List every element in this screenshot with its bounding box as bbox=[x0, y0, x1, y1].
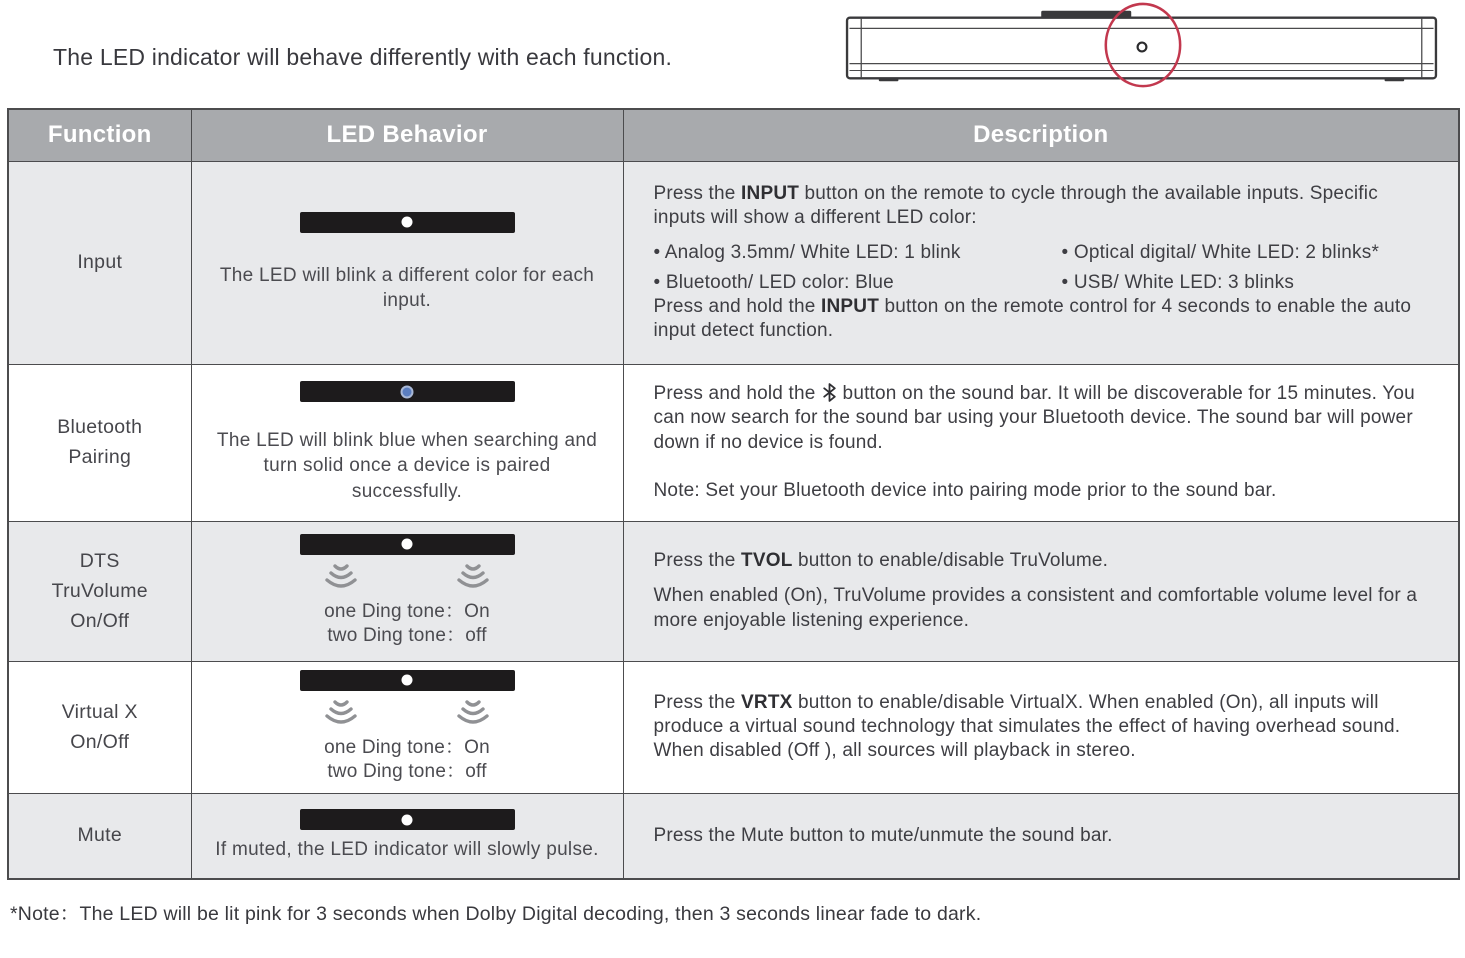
led-bar-graphic bbox=[300, 670, 515, 691]
table-row-virtual-x bbox=[8, 661, 1459, 793]
function-cell bbox=[8, 161, 191, 364]
header-function: Function bbox=[8, 109, 191, 161]
soundbar-illustration bbox=[838, 2, 1445, 92]
description-cell bbox=[623, 161, 1459, 364]
bold-keyword: TVOL bbox=[741, 550, 793, 572]
description-paragraph bbox=[654, 295, 1431, 344]
footnote-text: *Note：The LED will be lit pink for 3 seconds when Dolby Digital decoding, then 3 seconds linear fade to dark. bbox=[10, 903, 982, 925]
ding-tone-caption bbox=[324, 600, 490, 649]
ding-waves bbox=[321, 562, 493, 592]
bold-keyword: INPUT bbox=[821, 295, 880, 317]
text-run: button to enable/disable TruVolume. bbox=[792, 550, 1109, 572]
text-run: button on the remote to cycle through the available inputs. Specific inputs will show a different LED color: bbox=[653, 182, 1378, 228]
soundbar-drawing bbox=[838, 2, 1445, 92]
text-run: Press the bbox=[653, 691, 742, 713]
led-dot-white bbox=[402, 675, 413, 686]
led-bar-graphic bbox=[300, 381, 515, 402]
sound-wave-icon bbox=[453, 698, 493, 728]
bluetooth-icon bbox=[822, 383, 837, 402]
function-label: Virtual X bbox=[61, 700, 138, 723]
ding-tone-line: two Ding tone：off bbox=[327, 625, 487, 646]
description-cell bbox=[623, 661, 1459, 793]
header-description: Description bbox=[623, 109, 1459, 161]
led-bar-graphic bbox=[300, 809, 515, 830]
description-paragraph: Press the Mute button to mute/unmute the sound bar. bbox=[653, 824, 1113, 846]
soundbar-body bbox=[847, 18, 1436, 79]
sound-wave-icon bbox=[321, 562, 361, 592]
led-dot-white bbox=[402, 539, 413, 550]
led-behavior-table bbox=[7, 108, 1460, 880]
table-header-row bbox=[8, 109, 1459, 161]
table-row-input bbox=[8, 161, 1459, 364]
text-run: Press and hold the bbox=[653, 295, 822, 317]
led-behavior-cell bbox=[191, 793, 623, 879]
ding-tone-line: one Ding tone：On bbox=[324, 600, 490, 622]
bold-keyword: INPUT bbox=[741, 182, 800, 204]
led-caption: If muted, the LED indicator will slowly pulse. bbox=[215, 839, 599, 861]
function-label: DTS bbox=[79, 549, 120, 572]
ding-tone-caption bbox=[324, 736, 490, 785]
ding-waves bbox=[321, 698, 493, 728]
function-label: TruVolume bbox=[51, 579, 148, 602]
bold-keyword: VRTX bbox=[741, 691, 793, 713]
text-run: Press the bbox=[653, 182, 742, 204]
led-dot-white bbox=[402, 217, 413, 228]
text-run: Press and hold the bbox=[653, 382, 816, 404]
ding-tone-line: one Ding tone：On bbox=[324, 736, 490, 758]
led-dot-blue bbox=[401, 385, 414, 398]
led-behavior-cell bbox=[191, 161, 623, 364]
input-led-bullet-list bbox=[654, 241, 1431, 295]
text-run: button to enable/disable VirtualX. When enabled (On), all inputs will produce a virtual sound technology that simulates the effect of having overhead sound. When disabled (Off ), all sources will playback in stereo. bbox=[653, 691, 1401, 762]
function-label: Bluetooth bbox=[57, 416, 143, 438]
function-label: Mute bbox=[77, 824, 123, 847]
description-paragraph bbox=[654, 549, 1431, 573]
text-run: button on the sound bar. It will be discoverable for 15 minutes. You can now search for the sound bar using your Bluetooth device. The sound bar will power down if no device is found. bbox=[653, 382, 1415, 453]
function-label: Input bbox=[77, 251, 123, 273]
led-bar-graphic bbox=[300, 212, 515, 233]
sound-wave-icon bbox=[321, 698, 361, 728]
function-cell bbox=[8, 364, 191, 521]
description-cell bbox=[623, 364, 1459, 521]
function-cell bbox=[8, 521, 191, 661]
function-label: Pairing bbox=[68, 446, 132, 468]
led-behavior-cell bbox=[191, 364, 623, 521]
text-run: Press the bbox=[653, 550, 742, 572]
description-cell bbox=[623, 521, 1459, 661]
function-label: On/Off bbox=[70, 730, 130, 753]
led-behavior-cell bbox=[191, 521, 623, 661]
header-led-behavior: LED Behavior bbox=[191, 109, 623, 161]
led-caption: The LED will blink a different color for each input. bbox=[219, 264, 595, 311]
description-paragraph: Note: Set your Bluetooth device into pairing mode prior to the sound bar. bbox=[653, 479, 1277, 501]
function-cell bbox=[8, 793, 191, 879]
bullet-item: • USB/ White LED: 3 blinks bbox=[1062, 271, 1380, 295]
table-row-dts-truvolume bbox=[8, 521, 1459, 661]
led-caption: The LED will blink blue when searching and turn solid once a device is paired successfully. bbox=[216, 430, 598, 502]
bullet-item: • Analog 3.5mm/ White LED: 1 blink bbox=[654, 241, 1062, 265]
sound-wave-icon bbox=[453, 562, 493, 592]
function-label: On/Off bbox=[70, 609, 130, 632]
table-row-mute bbox=[8, 793, 1459, 879]
intro-text: The LED indicator will behave differently with each function. bbox=[53, 44, 673, 70]
table-row-bluetooth-pairing bbox=[8, 364, 1459, 521]
led-behavior-cell bbox=[191, 661, 623, 793]
description-paragraph bbox=[654, 382, 1431, 455]
bullet-item: • Optical digital/ White LED: 2 blinks* bbox=[1062, 241, 1380, 265]
description-paragraph bbox=[654, 691, 1431, 764]
led-bar-graphic bbox=[300, 534, 515, 555]
text-run: button on the remote control for 4 seconds to enable the auto input detect function. bbox=[653, 295, 1412, 342]
description-paragraph: When enabled (On), TruVolume provides a consistent and comfortable volume level for a more enjoyable listening experience. bbox=[653, 585, 1418, 631]
led-dot-white bbox=[402, 814, 413, 825]
description-cell bbox=[623, 793, 1459, 879]
bullet-item: • Bluetooth/ LED color: Blue bbox=[654, 271, 1062, 295]
ding-tone-line: two Ding tone：off bbox=[327, 761, 487, 782]
description-paragraph bbox=[654, 182, 1431, 231]
function-cell bbox=[8, 661, 191, 793]
